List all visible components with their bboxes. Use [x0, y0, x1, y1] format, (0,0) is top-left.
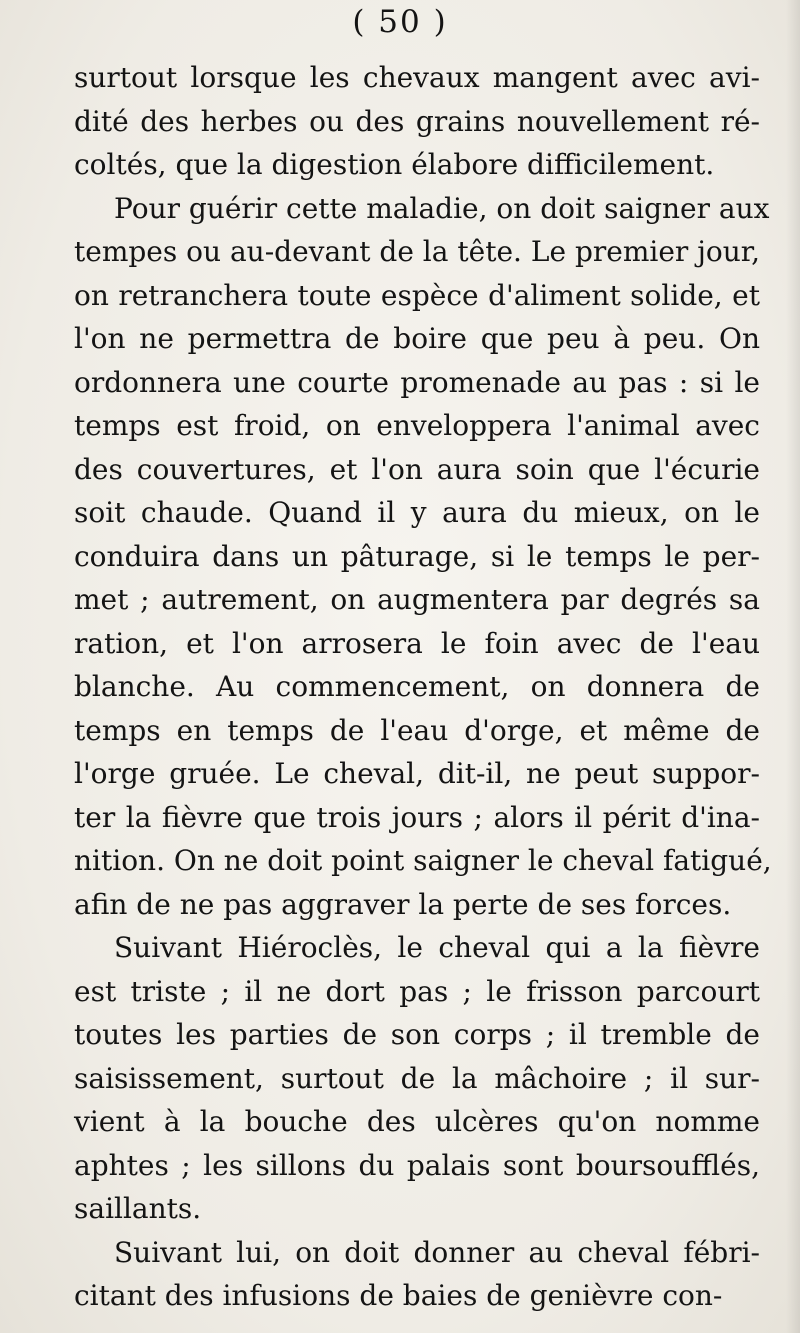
text-line: nition. On ne doit point saigner le cheval fatigué, [74, 844, 772, 877]
text-line: saisissement, surtout de la mâchoire ; il sur- [74, 1061, 760, 1095]
text-line: l'on ne permettra de boire que peu à peu. On [74, 322, 760, 355]
text-line: met ; autrement, on augmentera par degrés sa [74, 583, 760, 616]
paragraph [74, 56, 760, 187]
body-text [74, 56, 772, 1318]
text-line: citant des infusions de baies de genièvre con- [74, 1279, 723, 1312]
paragraph [74, 1231, 760, 1318]
page-number: ( 50 ) [352, 4, 448, 40]
text-line: blanche. Au commencement, on donnera de [74, 670, 760, 703]
text-line: surtout lorsque les chevaux mangent avec avi- [74, 61, 760, 94]
text-line: afin de ne pas aggraver la perte de ses forces. [74, 887, 732, 921]
text-line: ration, et l'on arrosera le foin avec de l'eau [74, 626, 760, 660]
text-line: tempes ou au-devant de la tête. Le premier jour, [74, 235, 760, 268]
page-edge-shadow [786, 0, 800, 1333]
text-line: temps en temps de l'eau d'orge, et même de [74, 713, 760, 747]
text-line: saillants. [74, 1192, 202, 1225]
text-line: Suivant lui, on doit donner au cheval fébri- [114, 1235, 760, 1269]
text-line: coltés, que la digestion élabore difficilement. [74, 148, 715, 181]
text-line: temps est froid, on enveloppera l'animal avec [74, 409, 760, 442]
text-line: est triste ; il ne dort pas ; le frisson parcourt [74, 974, 760, 1008]
text-line: soit chaude. Quand il y aura du mieux, on le [74, 496, 760, 529]
text-line: l'orge gruée. Le cheval, dit-il, ne peut suppor- [74, 757, 760, 790]
text-line: vient à la bouche des ulcères qu'on nomme [74, 1105, 760, 1138]
text-line: ordonnera une courte promenade au pas : si le [74, 365, 760, 399]
text-line: on retranchera toute espèce d'aliment solide, et [74, 278, 760, 312]
text-line: conduira dans un pâturage, si le temps le per- [74, 539, 760, 573]
text-line: ter la fièvre que trois jours ; alors il périt d'ina- [74, 800, 760, 834]
text-line: dité des herbes ou des grains nouvellement ré- [74, 104, 760, 138]
text-line: toutes les parties de son corps ; il tremble de [74, 1018, 760, 1051]
paragraph [74, 926, 760, 1231]
text-line: Pour guérir cette maladie, on doit saigner aux [114, 191, 770, 225]
text-line: Suivant Hiéroclès, le cheval qui a la fièvre [114, 931, 760, 964]
text-line: des couvertures, et l'on aura soin que l'écurie [74, 452, 760, 486]
paragraph [74, 187, 772, 927]
text-line: aphtes ; les sillons du palais sont boursoufflés, [74, 1148, 760, 1182]
